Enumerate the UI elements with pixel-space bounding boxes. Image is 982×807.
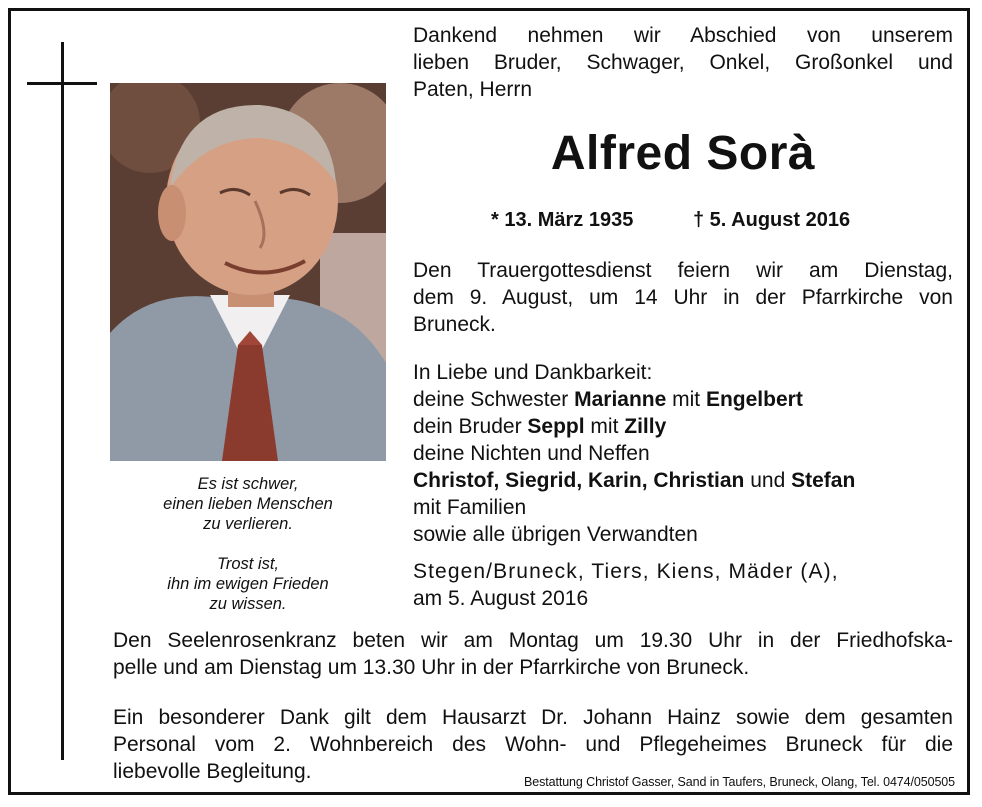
- intro-line: lieben Bruder, Schwager, Onkel, Großonkel und: [413, 51, 953, 74]
- mourner-connector: mit: [584, 415, 625, 438]
- intro-line: Dankend nehmen wir Abschied von unserem: [413, 24, 953, 47]
- caption-verse-1: [112, 474, 384, 534]
- caption-line: Trost ist,: [216, 555, 280, 573]
- rosary-line: Den Seelenrosenkranz beten wir am Montag um 19.30 Uhr in der Friedhofska-: [113, 629, 953, 652]
- mourner-relation: dein Bruder: [413, 415, 528, 438]
- thanks-text: [113, 704, 953, 785]
- service-line: dem 9. August, um 14 Uhr in der Pfarrkirche von: [413, 286, 953, 309]
- funeral-service-text: [413, 257, 953, 338]
- funeral-home-footer: Bestattung Christof Gasser, Sand in Taufers, Bruneck, Olang, Tel. 0474/050505: [524, 775, 955, 789]
- mourner-name: Stefan: [791, 469, 856, 492]
- cross-horizontal-bar: [27, 82, 97, 85]
- service-line: Bruneck.: [413, 313, 496, 336]
- caption-line: Es ist schwer,: [197, 475, 299, 493]
- intro-text: [413, 22, 953, 103]
- mourner-name: Engelbert: [705, 388, 803, 411]
- service-line: Den Trauergottesdienst feiern wir am Dienstag,: [413, 259, 953, 282]
- place-and-date: [413, 558, 953, 612]
- mourner-nieces: [413, 467, 953, 494]
- mourner-relation: deine Schwester: [413, 388, 575, 411]
- mourner-name: Seppl: [527, 415, 585, 438]
- death-date: † 5. August 2016: [693, 209, 851, 231]
- portrait-photo: [110, 83, 386, 461]
- mourner-brother: [413, 413, 953, 440]
- mourner-connector: und: [744, 469, 792, 492]
- mourner-nieces-heading: deine Nichten und Neffen: [413, 442, 650, 465]
- caption-verse-2: [112, 554, 384, 614]
- caption-line: ihn im ewigen Frieden: [167, 575, 329, 593]
- mourner-name: Christof, Siegrid, Karin, Christian: [413, 469, 745, 492]
- mourner-name: Zilly: [624, 415, 667, 438]
- rosary-text: [113, 627, 953, 681]
- locations: Stegen/Bruneck, Tiers, Kiens, Mäder (A),: [413, 560, 839, 583]
- mourners-list: [413, 359, 953, 548]
- mourners-heading: In Liebe und Dankbarkeit:: [413, 361, 653, 384]
- mourner-name: Marianne: [574, 388, 667, 411]
- portrait-illustration: [110, 83, 386, 461]
- thanks-line: liebevolle Begleitung.: [113, 760, 312, 783]
- thanks-line: Ein besonderer Dank gilt dem Hausarzt Dr. Johann Hainz sowie dem gesamten: [113, 706, 953, 729]
- mourner-relatives: sowie alle übrigen Verwandten: [413, 523, 698, 546]
- intro-line: Paten, Herrn: [413, 78, 533, 101]
- mourner-connector: mit: [666, 388, 706, 411]
- mourner-sister: [413, 386, 953, 413]
- birth-date: * 13. März 1935: [491, 209, 634, 231]
- mourner-families: mit Familien: [413, 496, 527, 519]
- caption-line: einen lieben Menschen: [163, 495, 333, 513]
- thanks-line: Personal vom 2. Wohnbereich des Wohn- und Pflegeheimes Bruneck für die: [113, 733, 953, 756]
- notice-date: am 5. August 2016: [413, 587, 589, 610]
- deceased-name: Alfred Sorà: [550, 127, 816, 180]
- rosary-line: pelle und am Dienstag um 13.30 Uhr in der Pfarrkirche von Bruneck.: [113, 656, 750, 679]
- cross-vertical-bar: [61, 42, 64, 760]
- caption-line: zu wissen.: [209, 595, 287, 613]
- caption-line: zu verlieren.: [203, 515, 293, 533]
